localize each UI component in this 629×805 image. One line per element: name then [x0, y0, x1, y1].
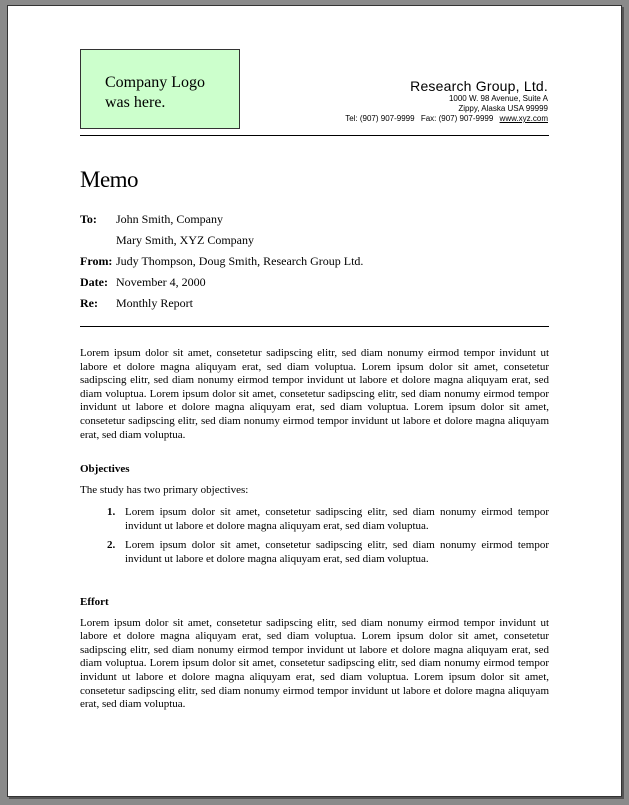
company-website-link[interactable]: www.xyz.com	[499, 114, 548, 123]
logo-line-2: was here.	[105, 94, 166, 111]
to-recipient-1: John Smith, Company	[116, 212, 224, 226]
effort-heading: Effort	[80, 596, 109, 608]
company-contact	[341, 114, 548, 124]
intro-paragraph: Lorem ipsum dolor sit amet, consetetur sadipscing elitr, sed diam nonumy eirmod tempor invidunt ut labore et dolore magna aliquyam erat, sed diam voluptua. Lorem ipsum dolor sit amet, consetetur sadipscing elitr, sed diam nonumy eirmod tempor invidunt ut labore et dolore magna aliquyam erat, sed diam voluptua. Lorem ipsum dolor sit amet, consetetur sadipscing elitr, sed diam nonumy eirmod tempor invidunt ut labore et dolore magna aliquyam erat, sed diam voluptua. Lorem ipsum dolor sit amet, consetetur sadipscing elitr, sed diam nonumy eirmod tempor invidunt ut labore et dolore magna aliquyam erat, sed diam voluptua.	[80, 347, 549, 441]
objectives-lead: The study has two primary objectives:	[80, 483, 249, 496]
company-address-2: Zippy, Alaska USA 99999	[458, 104, 548, 113]
from-value: Judy Thompson, Doug Smith, Research Group Ltd.	[116, 254, 364, 268]
company-tel: Tel: (907) 907-9999	[345, 114, 415, 123]
effort-paragraph: Lorem ipsum dolor sit amet, consetetur sadipscing elitr, sed diam nonumy eirmod tempor invidunt ut labore et dolore magna aliquyam erat, sed diam voluptua. Lorem ipsum dolor sit amet, consetetur sadipscing elitr, sed diam nonumy eirmod tempor invidunt ut labore et dolore magna aliquyam erat, sed diam voluptua. Lorem ipsum dolor sit amet, consetetur sadipscing elitr, sed diam nonumy eirmod tempor invidunt ut labore et dolore magna aliquyam erat, sed diam voluptua. Lorem ipsum dolor sit amet, consetetur sadipscing elitr, sed diam nonumy eirmod tempor invidunt ut labore et dolore magna aliquyam erat, sed diam voluptua.	[80, 616, 549, 711]
company-fax: Fax: (907) 907-9999	[420, 114, 494, 123]
objectives-section	[80, 463, 549, 573]
list-item	[80, 539, 549, 566]
objectives-heading: Objectives	[80, 463, 130, 475]
memo-body	[80, 347, 549, 442]
list-item	[80, 506, 549, 533]
re-label: Re:	[80, 296, 98, 310]
logo-line-1: Company Logo	[105, 74, 205, 91]
meta-divider	[80, 326, 549, 327]
to-label: To:	[80, 212, 97, 226]
company-name: Research Group, Ltd.	[410, 78, 548, 94]
document-page	[7, 5, 622, 797]
company-letterhead	[341, 78, 548, 124]
date-value: November 4, 2000	[116, 275, 206, 289]
list-item-number: 1.	[107, 506, 116, 519]
list-item-text: Lorem ipsum dolor sit amet, consetetur sadipscing elitr, sed diam nonumy eirmod tempor invidunt ut labore et dolore magna aliquyam erat, sed diam voluptua.	[125, 506, 549, 532]
company-address-1: 1000 W. 98 Avenue, Suite A	[448, 94, 548, 103]
objectives-list	[80, 506, 549, 566]
date-label: Date:	[80, 275, 108, 289]
header-divider	[80, 135, 549, 136]
memo-title: Memo	[80, 167, 139, 192]
list-item-text: Lorem ipsum dolor sit amet, consetetur sadipscing elitr, sed diam nonumy eirmod tempor invidunt ut labore et dolore magna aliquyam erat, sed diam voluptua.	[125, 539, 549, 565]
re-value: Monthly Report	[116, 296, 193, 310]
list-item-number: 2.	[107, 539, 116, 552]
from-label: From:	[80, 254, 113, 268]
to-recipient-2: Mary Smith, XYZ Company	[116, 233, 254, 247]
effort-section	[80, 596, 549, 712]
company-logo-placeholder	[80, 49, 240, 129]
